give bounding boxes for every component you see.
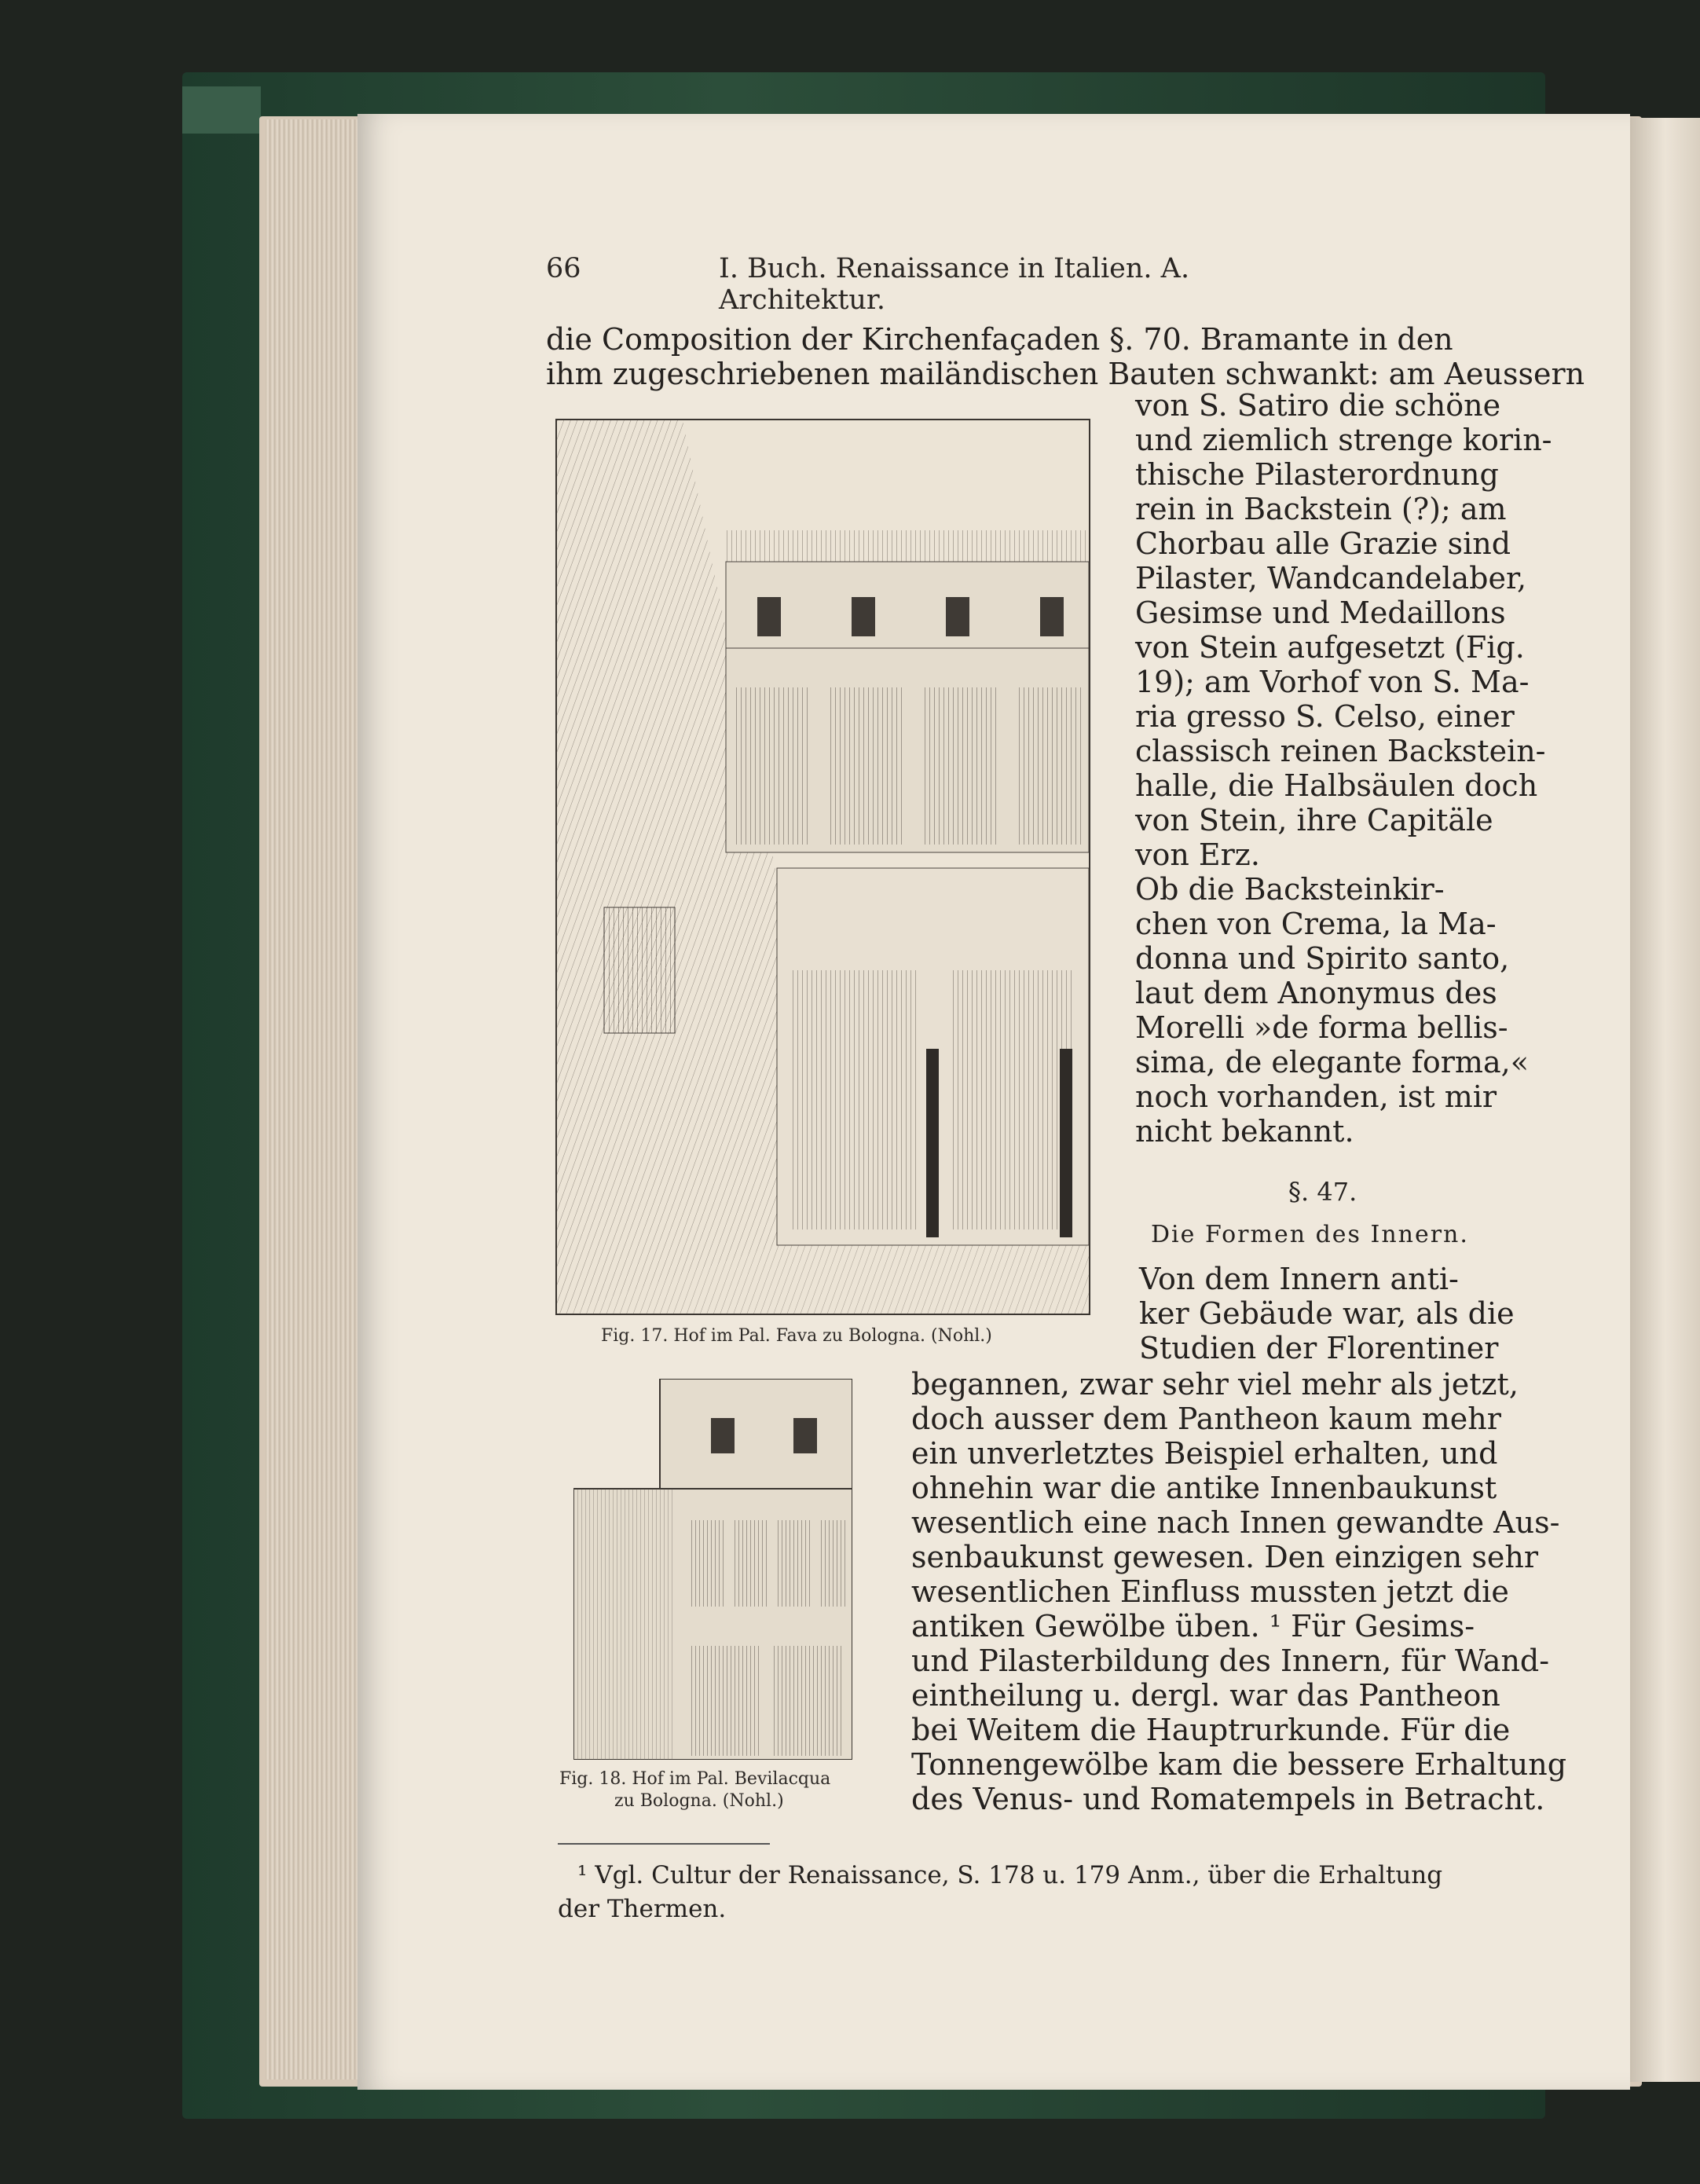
body-line: chen von Crema, la Ma- — [1135, 907, 1497, 941]
body-line: von S. Satiro die schöne — [1135, 388, 1501, 423]
footnote-line: der Thermen. — [558, 1895, 727, 1923]
figure-17-caption: Fig. 17. Hof im Pal. Fava zu Bologna. (Nohl.) — [601, 1326, 992, 1346]
running-head: I. Buch. Renaissance in Italien. A. Architektur. — [719, 253, 1190, 316]
body-line: ohnehin war die antike Innenbaukunst — [911, 1471, 1497, 1505]
section-title: Die Formen des Innern. — [1151, 1221, 1469, 1248]
body-line: antiken Gewölbe üben. ¹ Für Gesims- — [911, 1609, 1475, 1643]
figure-18-engraving — [573, 1379, 852, 1760]
body-line: von Stein, ihre Capitäle — [1135, 803, 1493, 837]
body-line: Von dem Innern anti- — [1139, 1262, 1459, 1296]
body-line: 19); am Vorhof von S. Ma- — [1135, 665, 1530, 699]
body-line: classisch reinen Backstein- — [1135, 734, 1546, 768]
body-line: Chorbau alle Grazie sind — [1135, 526, 1511, 561]
body-line: Morelli »de forma bellis- — [1135, 1010, 1508, 1045]
body-line: doch ausser dem Pantheon kaum mehr — [911, 1402, 1501, 1436]
body-line: Tonnengewölbe kam die bessere Erhaltung — [911, 1747, 1567, 1782]
body-line: Gesimse und Medaillons — [1135, 595, 1506, 630]
body-line: bei Weitem die Hauptrurkunde. Für die — [911, 1713, 1511, 1747]
page-number: 66 — [546, 253, 581, 284]
body-line: noch vorhanden, ist mir — [1135, 1079, 1497, 1114]
body-line: ein unverletztes Beispiel erhalten, und — [911, 1436, 1498, 1471]
body-line: und Pilasterbildung des Innern, für Wand- — [911, 1643, 1550, 1678]
body-line: halle, die Halbsäulen doch — [1135, 768, 1538, 803]
body-line: ria gresso S. Celso, einer — [1135, 699, 1515, 734]
footnote-rule — [558, 1843, 770, 1845]
body-line: rein in Backstein (?); am — [1135, 492, 1507, 526]
body-line: Ob die Backsteinkir- — [1135, 872, 1445, 907]
facing-page-edge — [1630, 118, 1700, 2082]
body-line: von Erz. — [1135, 837, 1260, 872]
body-line: und ziemlich strenge korin- — [1135, 423, 1552, 457]
section-number: §. 47. — [1288, 1177, 1357, 1207]
body-line: nicht bekannt. — [1135, 1114, 1354, 1149]
figure-18-caption-line2: zu Bologna. (Nohl.) — [614, 1791, 784, 1811]
body-line: des Venus- und Romatempels in Betracht. — [911, 1782, 1545, 1816]
body-line: laut dem Anonymus des — [1135, 976, 1497, 1010]
spine-band — [182, 86, 261, 134]
figure-17-engraving — [555, 419, 1090, 1315]
body-line: wesentlichen Einfluss mussten jetzt die — [911, 1574, 1509, 1609]
body-line: donna und Spirito santo, — [1135, 941, 1510, 976]
footnote-line: ¹ Vgl. Cultur der Renaissance, S. 178 u. 179 Anm., über die Erhaltung — [577, 1861, 1443, 1889]
body-line: Studien der Florentiner — [1139, 1331, 1499, 1365]
body-line: sima, de elegante forma,« — [1135, 1045, 1529, 1079]
body-line: wesentlich eine nach Innen gewandte Aus- — [911, 1505, 1560, 1540]
body-line: von Stein aufgesetzt (Fig. — [1135, 630, 1525, 665]
body-line: begannen, zwar sehr viel mehr als jetzt, — [911, 1367, 1519, 1402]
body-line: die Composition der Kirchenfaçaden §. 70. Bramante in den — [546, 322, 1453, 357]
body-line: ker Gebäude war, als die — [1139, 1296, 1515, 1331]
body-line: thische Pilasterordnung — [1135, 457, 1499, 492]
body-line: eintheilung u. dergl. war das Pantheon — [911, 1678, 1500, 1713]
body-line: senbaukunst gewesen. Den einzigen sehr — [911, 1540, 1538, 1574]
body-line: ihm zugeschriebenen mailändischen Bauten schwankt: am Aeussern — [546, 357, 1585, 391]
figure-18-caption: Fig. 18. Hof im Pal. Bevilacqua — [559, 1769, 831, 1789]
page-header — [546, 253, 1332, 316]
body-line: Pilaster, Wandcandelaber, — [1135, 561, 1527, 595]
